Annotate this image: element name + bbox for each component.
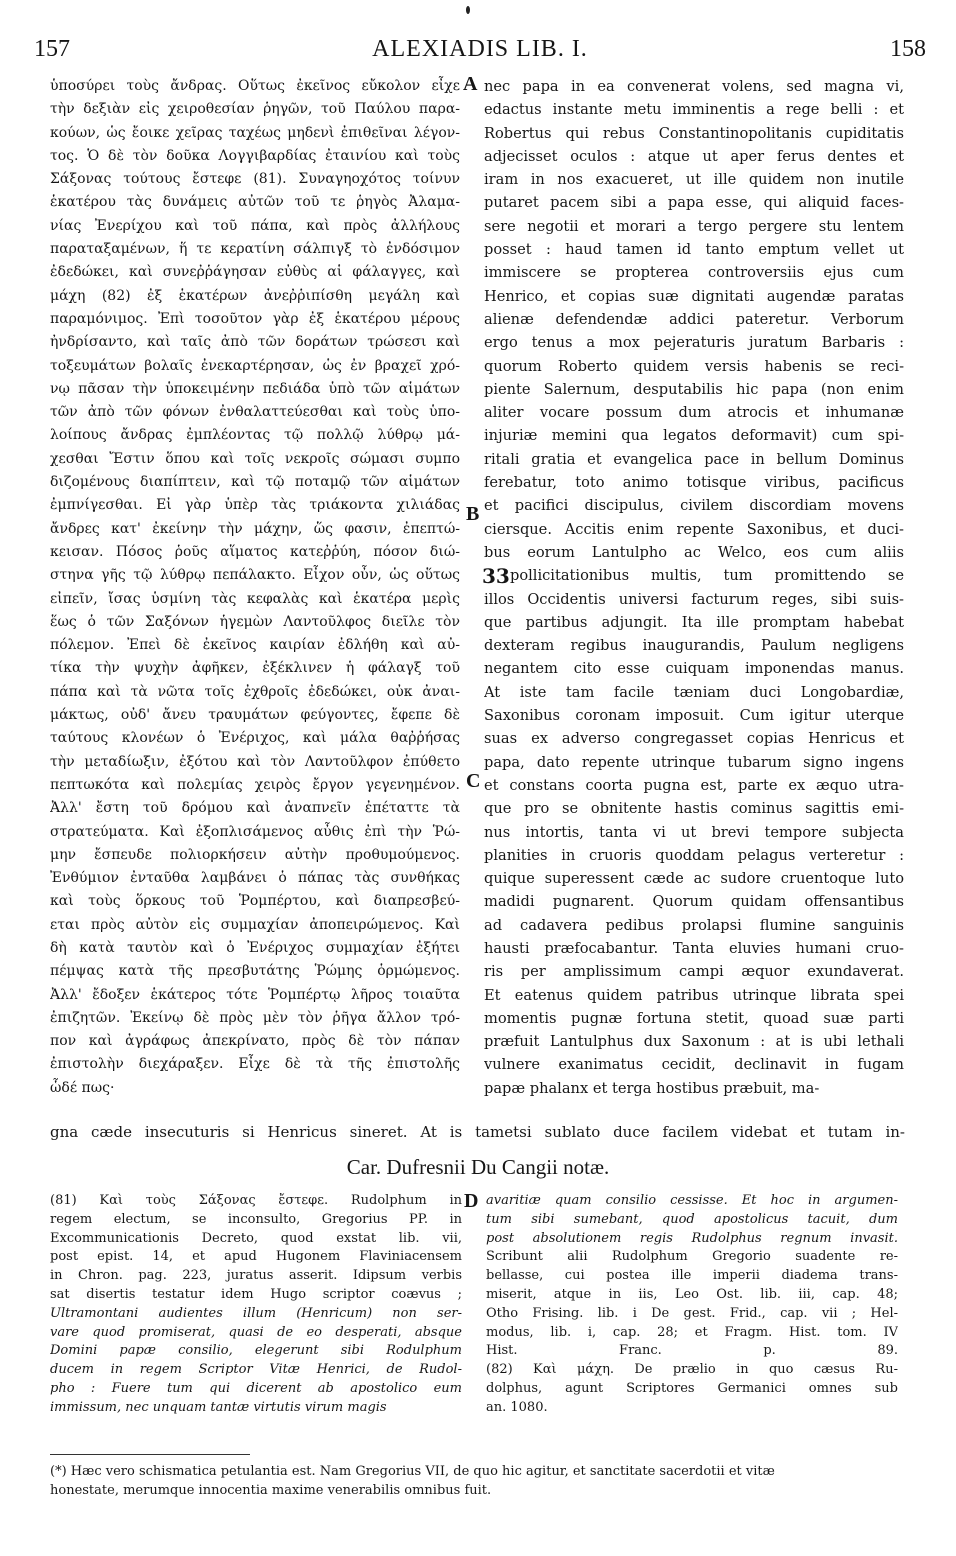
footnote-line: honestate, merumque innocentia maxime venerabilis omnibus fuit. [50, 1483, 492, 1498]
latin-text-line: papa, dato repente utrinque tubarum signo ingens [484, 753, 904, 771]
greek-text-line: πεπτωκότα καὶ πολεμίας χειρὸς ἔργον γεγενημένον. [50, 776, 460, 793]
notes-title: Car. Dufresnii Du Cangii notæ. [346, 1155, 610, 1179]
latin-text-line: papæ phalanx et terga hostibus præbuit, ma- [484, 1079, 820, 1097]
note-line: sat disertis testatur idem Hugo scriptor coævus ; [50, 1286, 462, 1302]
note-line: Otho Frising. lib. i De gest. Frid., cap. vii ; Hel- [486, 1305, 898, 1321]
latin-text-line: et constans coorta pugna est, parte ex æquo utra- [484, 776, 904, 794]
note-line: post epist. 14, et apud Hugonem Flaviniacensem [50, 1249, 462, 1265]
latin-text-line: piente Salernum, desputabilis hic papa (non enim [484, 380, 904, 398]
greek-text-line: κεισαν. Πόσος ῥοῦς αἵματος κατεῤῥύη, πόσον διώ- [50, 543, 460, 560]
greek-text-line: καὶ τοὺς ὅρκους τοῦ Ῥομπέρτου, καὶ διαπρεσβεύ- [50, 893, 460, 910]
latin-text-line: ris per amplissimum campi æquor exundaverat. [484, 963, 904, 981]
note-line: avaritiæ quam consilio cessisse. Et hoc in argumen- [486, 1193, 898, 1208]
greek-text-line: στηνα γῆς τῷ λύθρῳ πεπάλακτο. Εἶχον οὖν, ὡς οὕτως [50, 567, 460, 584]
latin-text-line: ad cadavera pedibus prolapsi flumine sanguinis [484, 916, 904, 934]
greek-text-line: τὴν δεξιὰν εἰς χειροθεσίαν ῥηγῶν, τοῦ Παύλου παρα- [50, 101, 460, 118]
latin-text-line: suas ex adverso congregasset copias Henricus et [484, 730, 904, 748]
section-number: 33 [482, 564, 510, 589]
greek-text-line: ἐδεδώκει, καὶ συνεῤῥάγησαν εὐθὺς αἱ φάλαγγες, καὶ [50, 264, 460, 281]
latin-text-line: At iste tam facile tæniam duci Longobardiæ, [484, 683, 904, 701]
latin-text-line: aliter vocare possum dum atrocis et inhumanæ [484, 404, 904, 422]
greek-text-line: λοίπους ἄνδρας ἐμπλέοντας τῷ πολλῷ λύθρῳ μά- [50, 427, 460, 444]
note-line: Hist. Franc. p. 89. [486, 1343, 898, 1359]
latin-text-line: iram in nos exacueret, ut ille quidem non inutile [484, 171, 904, 189]
latin-text-line: quorum Roberto quidem versis habenis se reci- [484, 357, 904, 375]
margin-letter-c: C [466, 770, 481, 792]
full-width-line: gna cæde insecuturis si Henricus sineret. At is tametsi sublato duce facilem videbat et tutam in- [50, 1123, 905, 1141]
latin-text-line: adjecisset oculos : atque ut aper ferus dentes et [484, 147, 904, 165]
note-line: vare quod promiserat, quasi de eo desperati, absque [50, 1324, 462, 1340]
footnote-rule [50, 1454, 250, 1455]
greek-text-line: πάπα καὶ τὰ νῶτα τοῖς ἐχθροῖς ἐδεδώκει, οὐκ ἀναι- [50, 683, 460, 700]
greek-text-line: πον καὶ ἀγράφως ἀπεκρίνατο, πρὸς δὲ τὸν πάπαν [50, 1033, 460, 1050]
greek-text-line: παραταξαμένων, ἥ τε κερατίνη σάλπιγξ τὸ ἐνδόσιμον [50, 241, 460, 258]
latin-text-line: vulnere exanimatus cecidit, declinavit in fugam [484, 1056, 904, 1074]
note-line: miserit, atque in iis, Leo Ost. lib. iii, cap. 48; [486, 1286, 898, 1302]
latin-text-line: que partibus adjungit. Ita ille promptam habebat [484, 613, 904, 631]
page-number-right: 158 [890, 36, 926, 62]
latin-text-line: præfuit Lantulphus dux Saxonum : at is ubi lethali [484, 1033, 904, 1051]
note-line: Ultramontani audientes illum (Henricum) non ser- [50, 1305, 462, 1321]
note-line: in Chron. pag. 223, juratus asserit. Idipsum verbis [50, 1268, 462, 1284]
notes-right-column [486, 1192, 898, 1418]
latin-text-line: negantem cito esse cuiquam imponendas manus. [484, 660, 904, 678]
greek-text-line: πέμψας κατὰ τῆς πρεσβυτάτης Ῥώμης ὁρμώμενος. [50, 963, 460, 980]
latin-text-column [484, 75, 904, 1100]
greek-text-line: Ἐνθύμιον ἐνταῦθα λαμβάνει ὁ πάπας τὰς συνθήκας [50, 870, 460, 887]
running-header [34, 36, 926, 68]
latin-text-line: illos Occidentis universi facturum reges, sibi suis- [484, 590, 904, 608]
latin-text-line: bus eorum Lantulpho ac Welco, eos cum aliis [484, 543, 904, 561]
greek-text-line: τὴν μεταδίωξιν, ἐξότου καὶ τὸν Λαντοῦλφον ἐπύθετο [50, 753, 460, 770]
latin-text-line: edactus instante metu imminentis a rege belli : et [484, 101, 904, 119]
latin-text-line: et pacifici discipulus, civilem discordiam movens [484, 497, 904, 515]
latin-text-line: pollicitationibus multis, tum promittendo se [510, 567, 904, 585]
greek-text-line: τῶν ἀπὸ τῶν φόνων ἐνθαλαττεύεσθαι καὶ τοὺς ὑπο- [50, 404, 460, 421]
latin-text-line: sere negotii et morari a tergo pergere stu lentem [484, 217, 904, 235]
greek-text-line: νῳ πᾶσαν τὴν ὑποκειμένην πεδιάδα ὑπὸ τῶν αἱμάτων [50, 380, 460, 397]
note-line: (82) Καὶ μάχη. De prælio in quo cæsus Ru- [486, 1362, 898, 1378]
note-line: dolphus, agunt Scriptores Germanici omnes sub [486, 1380, 898, 1396]
latin-text-line: dexteram regibus inaugurandis, Paulum negligens [484, 637, 904, 655]
latin-text-line: Et eatenus quidem patribus utrinque librata spei [484, 986, 904, 1004]
latin-text-line: alienæ defendendæ addici pateretur. Verborum [484, 310, 904, 328]
greek-text-line: τοξευμάτων βολαῖς ἐνεκαρτέρησαν, ὡς ἐν βραχεῖ χρό- [50, 357, 460, 374]
latin-text-line: nec papa in ea convenerat volens, sed magna vi, [484, 78, 904, 95]
greek-text-line: Σάξονας τούτους ἔστεφε (81). Συναγηοχότος τοίνυν [50, 171, 460, 188]
greek-text-line: παραμόνιμος. Ἐπὶ τοσοῦτον γὰρ ἐξ ἑκατέρου μέρους [50, 310, 460, 327]
greek-text-line: στρατεύματα. Καὶ ἐξοπλισάμενος αὖθις ἐπὶ τὴν Ῥώ- [50, 823, 460, 840]
note-line: bellasse, cui postea ille imperii diadema trans- [486, 1268, 898, 1284]
greek-text-line: τίκα τὴν ψυχὴν ἀφῆκεν, ἐξέκλινεν ἡ φάλαγξ τοῦ [50, 660, 460, 677]
note-line: Domini papæ consilio, elegerunt sibi Rodulphum [50, 1343, 462, 1359]
greek-text-line: ὧδέ πως· [50, 1079, 115, 1096]
note-line: (81) Καὶ τοὺς Σάξονας ἔστεφε. Rudolphum in [50, 1193, 462, 1208]
greek-text-line: διζομένους διαπίπτειν, καὶ τῷ ποταμῷ τῶν αἱμάτων [50, 474, 460, 491]
note-line: immissum, nec unquam tantæ virtutis virum magis [50, 1399, 387, 1415]
greek-text-line: εἰπεῖν, ἴσας ὑσμίνη τὰς κεφαλὰς καὶ ἑκατέρα μερὶς [50, 590, 460, 607]
greek-text-line: κούων, ὡς ἔοικε χεῖρας ταχέως μηδενὶ ἐπιθεῖναι λέγον- [50, 124, 460, 141]
footnote [50, 1462, 905, 1500]
greek-text-line: ἑκατέρου τὰς δυνάμεις αὐτῶν τοῦ τε ῥηγὸς Ἀλαμα- [50, 194, 460, 211]
greek-text-line: ἄνδρες κατ' ἐκείνην τὴν μάχην, ὥς φασιν, ἐπεπτώ- [50, 520, 460, 537]
running-title: ALEXIADIS LIB. I. [372, 36, 588, 62]
latin-text-line: momentis pugnæ fortuna stetit, quoad suæ parti [484, 1009, 904, 1027]
latin-text-line: Saxonibus coronam imposuit. Cum igitur uterque [484, 707, 904, 725]
latin-text-line: quique superessent cæde ac sudore cruentoque luto [484, 870, 904, 888]
note-line: modus, lib. i, cap. 28; et Fragm. Hist. tom. IV [486, 1324, 898, 1340]
greek-text-line: μάκτως, οὐδ' ἄνευ τραυμάτων φεύγοντες, ἔφεπε δὲ [50, 707, 460, 724]
latin-text-line: ciersque. Accitis enim repente Saxonibus, et duci- [484, 520, 904, 538]
greek-text-line: ταύτους κλονέων ὁ Ἐνέριχος, καὶ μάλα θαῤῥήσας [50, 730, 460, 747]
note-line: ducem in regem Scriptor Vitæ Henrici, de Rudol- [50, 1362, 462, 1378]
notes-left-column [50, 1192, 462, 1418]
greek-text-line: εται πρὸς αὐτὸν εἰς συμμαχίαν ἀποπειρώμενος. Καὶ [50, 916, 460, 933]
note-line: tum sibi sumebant, quod apostolicus tacuit, dum [486, 1211, 898, 1227]
margin-letter-d: D [464, 1190, 479, 1212]
note-line: pho : Fuere tum qui dicerent ab apostolico eum [50, 1380, 462, 1396]
greek-text-line: μην ἔσπευδε πολιορκήσειν αὐτὴν προθυμούμενος. [50, 846, 460, 863]
margin-letter-a: A [463, 73, 478, 95]
greek-text-line: ἐπιζητῶν. Ἐκείνῳ δὲ πρὸς μὲν τὸν ῥῆγα ἄλλον τρό- [50, 1009, 460, 1026]
note-line: Excommunicationis Decreto, quod exstat lib. vii, [50, 1230, 462, 1246]
latin-text-line: injuriæ memini qua legatos deformavit) cum spi- [484, 427, 904, 445]
greek-text-line: ἠνδρίσαντο, καὶ ταῖς ἀπὸ τῶν δοράτων τρώσεσι καὶ [50, 334, 460, 351]
greek-text-line: χεσθαι Ἔστιν ὅπου καὶ τοῖς νεκροῖς σώμασι συμπο [50, 450, 460, 467]
greek-text-line: Ἀλλ' ἔστη τοῦ δρόμου καὶ ἀναπνεῖν ἐπέταττε τὰ [50, 800, 460, 817]
latin-text-line: ergo tenus a mox pejeraturis juratum Barbaris : [484, 334, 904, 352]
greek-text-line: Ἀλλ' ἔδοξεν ἑκάτερος τότε Ῥομπέρτῳ λῆρος τοιαῦτα [50, 986, 460, 1003]
greek-text-line: τος. Ὁ δὲ τὸν δοῦκα Λογγιβαρδίας ἐταινίου καὶ τοὺς [50, 147, 460, 164]
note-line: regem electum, se inconsulto, Gregorius PP. in [50, 1211, 462, 1227]
greek-text-line: νίας Ἐνερίχου καὶ τοῦ πάπα, καὶ πρὸς ἀλλήλους [50, 217, 460, 234]
greek-text-line: ἐπιστολὴν διεχάραξεν. Εἶχε δὲ τὰ τῆς ἐπιστολῆς [50, 1056, 460, 1073]
greek-text-line: μάχη (82) ἐξ ἑκατέρων ἀνεῤῥιπίσθη μεγάλη καὶ [50, 287, 460, 304]
greek-text-line: δὴ κατὰ ταυτὸν καὶ ὁ Ἐνέριχος συμμαχίαν ἐξήτει [50, 939, 460, 956]
greek-text-line: ὑποσύρει τοὺς ἄνδρας. Οὕτως ἐκεῖνος εὔκολον εἶχε [50, 78, 460, 94]
footnote-line: (*) Hæc vero schismatica petulantia est. Nam Gregorius VII, de quo hic agitur, et sanctitate sacerdotii et vitæ [50, 1464, 775, 1479]
latin-text-line: madidi pugnarent. Quorum quidam offensantibus [484, 893, 904, 911]
greek-text-line: ἐμπνίγεσθαι. Εἰ γὰρ ὑπὲρ τὰς τριάκοντα χιλιάδας [50, 497, 460, 514]
latin-text-line: planities in cruoris quoddam pelagus verteretur : [484, 846, 904, 864]
latin-text-line: Henrico, et copias suæ dignitati augendæ paratas [484, 287, 904, 305]
greek-text-line: πόλεμον. Ἐπεὶ δὲ ἐκεῖνος καιρίαν ἐδλήθη καὶ αὐ- [50, 637, 460, 654]
page-number-left: 157 [34, 36, 70, 62]
latin-text-line: immiscere se propterea controversiis ejus cum [484, 264, 904, 282]
latin-text-line: ferebatur, toto animo totisque viribus, pacificus [484, 474, 904, 492]
latin-text-line: nus intortis, tanta vi ut brevi tempore subjecta [484, 823, 904, 841]
latin-text-line: putaret pacem sibi a papa esse, qui aliquid faces- [484, 194, 904, 212]
latin-text-line: hausti præfocabantur. Tanta eluvies humani cruo- [484, 939, 904, 957]
ink-speck [466, 6, 470, 14]
note-line: Scribunt alii Rudolphum Gregorio suadente re- [486, 1249, 898, 1265]
margin-letter-b: B [466, 503, 480, 525]
latin-text-line: posset : haud tamen id tanto emptum vellet ut [484, 241, 904, 259]
latin-text-line: que pro se obnitente hastis cominus sagittis emi- [484, 800, 904, 818]
latin-text-line: ritali gratia et evangelica pace in bellum Dominus [484, 450, 904, 468]
greek-text-column [50, 75, 460, 1100]
note-line: post absolutionem regis Rudolphus regnum invasit. [486, 1230, 898, 1246]
note-line: an. 1080. [486, 1399, 548, 1415]
latin-text-line: Robertus qui rebus Constantinopolitanis cupiditatis [484, 124, 904, 142]
greek-text-line: ἕως ὁ τῶν Σαξόνων ἡγεμὼν Λαντοῦλφος διεῖλε τὸν [50, 613, 460, 630]
